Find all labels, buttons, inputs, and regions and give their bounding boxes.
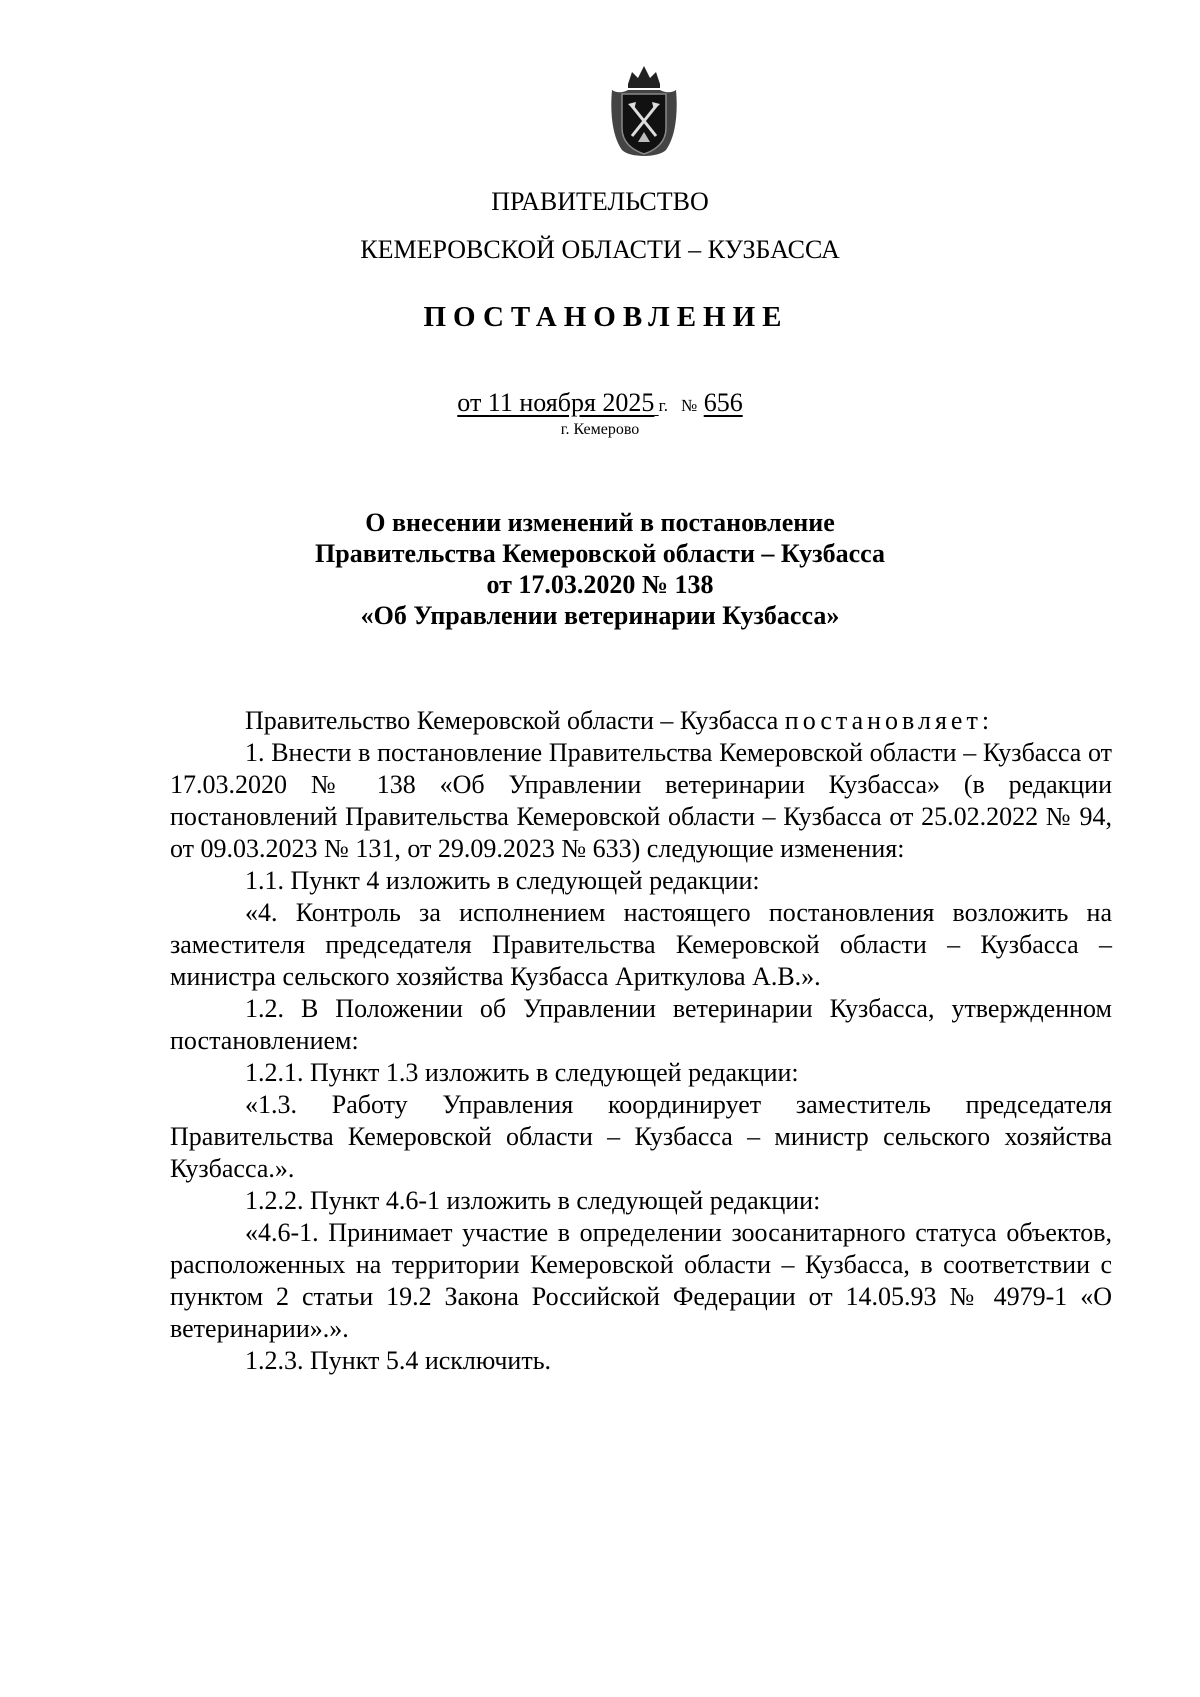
body-paragraph: «4. Контроль за исполнением настоящего постановления возложить на заместителя председателя Правительства Кемеровской области – Кузбасса – министра сельского хозяйства Кузбасса Ариткулова А.В.». xyxy=(170,898,1112,991)
document-title xyxy=(0,507,1200,631)
body-paragraph: 1.1. Пункт 4 изложить в следующей редакции: xyxy=(245,866,760,895)
body-paragraph: «1.3. Работу Управления координирует заместитель председателя Правительства Кемеровской области – Кузбасса – министр сельского хозяйства Кузбасса.». xyxy=(170,1090,1112,1183)
body-paragraph: «4.6-1. Принимает участие в определении зоосанитарного статуса объектов, расположенных на территории Кемеровской области – Кузбасса, в соответствии с пунктом 2 статьи 19.2 Закона Российской Федерации от 14.05.93 № 4979-1 «О ветеринарии».». xyxy=(170,1218,1112,1343)
organization-name-line2: КЕМЕРОВСКОЙ ОБЛАСТИ – КУЗБАССА xyxy=(360,235,840,264)
document-type-heading: ПОСТАНОВЛЕНИЕ xyxy=(423,301,789,333)
number-sign: № xyxy=(680,396,698,415)
body-paragraph: 1.2.1. Пункт 1.3 изложить в следующей редакции: xyxy=(245,1058,799,1087)
body-paragraph: 1.2.3. Пункт 5.4 исключить. xyxy=(245,1346,552,1375)
coat-of-arms-icon xyxy=(606,62,682,162)
document-number: 656 xyxy=(703,388,743,417)
body-paragraph: 1.2.2. Пункт 4.6-1 изложить в следующей редакции: xyxy=(245,1186,821,1215)
body-paragraph: 1.2. В Положении об Управлении ветеринарии Кузбасса, утвержденном постановлением: xyxy=(170,994,1112,1055)
coat-of-arms-emblem xyxy=(606,62,682,162)
document-body xyxy=(170,705,1112,1377)
city-name: г. Кемерово xyxy=(560,421,640,438)
title-line: от 17.03.2020 № 138 xyxy=(486,570,714,599)
body-paragraph: 1. Внести в постановление Правительства Кемеровской области – Кузбасса от 17.03.2020 № 138 «Об Управлении ветеринарии Кузбасса» (в редакции постановлений Правительства Кемеровской области – Кузбасса от 25.02.2022 № 94, от 09.03.2023 № 131, от 29.09.2023 № 633) следующие изменения: xyxy=(170,738,1112,863)
title-line: «Об Управлении ветеринарии Кузбасса» xyxy=(360,601,840,630)
title-line: О внесении изменений в постановление xyxy=(365,508,835,537)
document-date: от 11 ноября 2025 xyxy=(457,388,655,417)
title-line: Правительства Кемеровской области – Кузбасса xyxy=(315,539,885,568)
organization-name-line1: ПРАВИТЕЛЬСТВО xyxy=(491,187,709,216)
date-and-number-line xyxy=(0,388,1200,421)
body-paragraph-intro: Правительство Кемеровской области – Кузбасса постановляет: xyxy=(245,706,990,735)
year-suffix-text: г. xyxy=(658,396,668,415)
